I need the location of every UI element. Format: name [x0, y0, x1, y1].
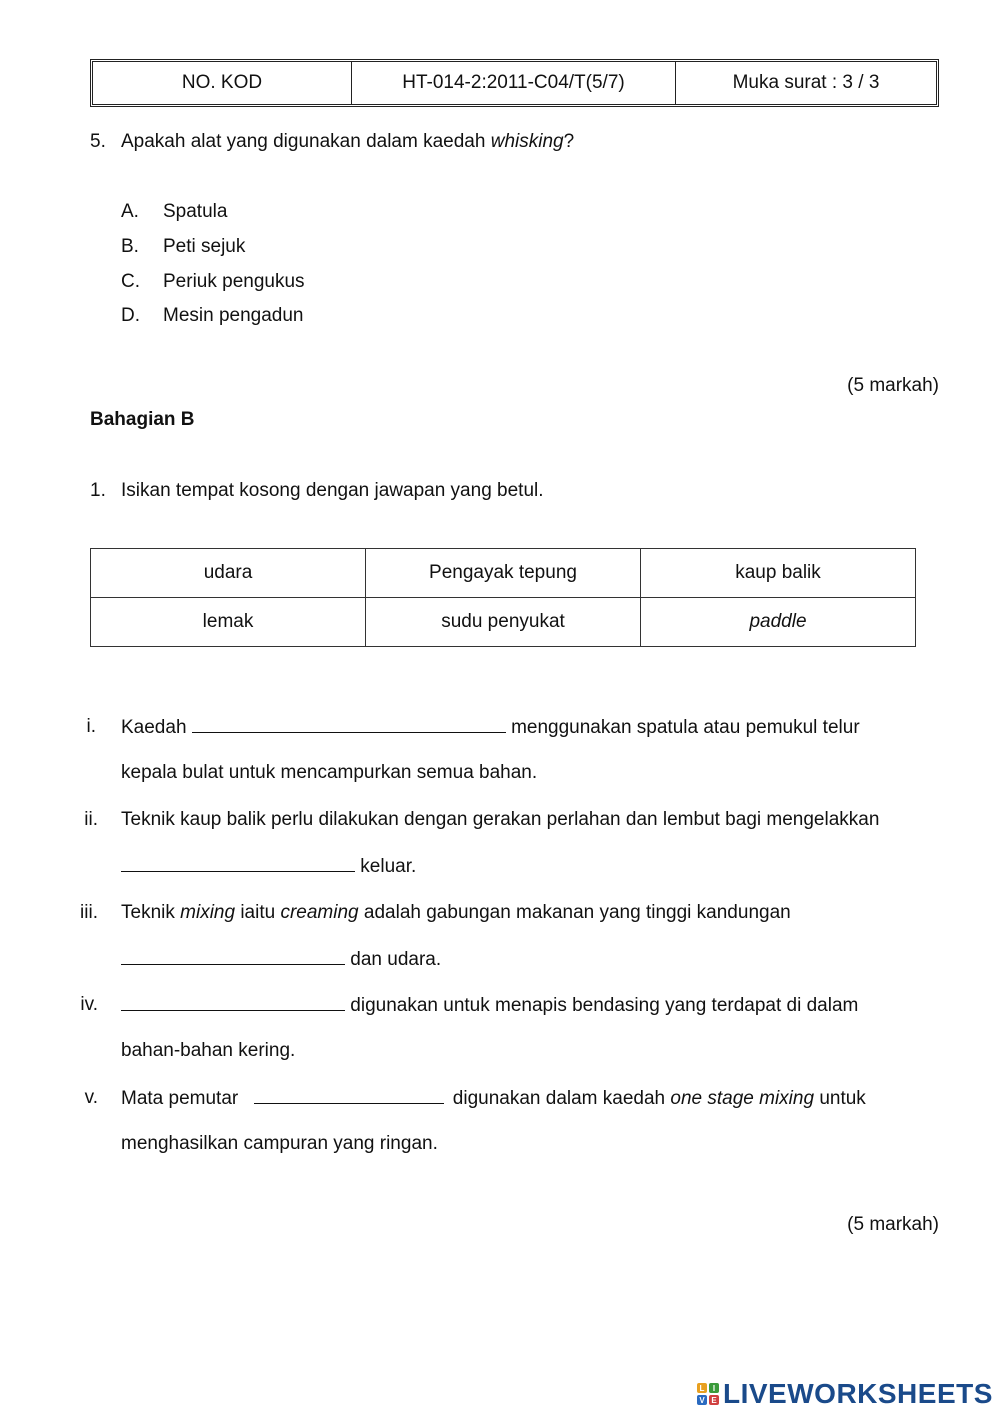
item-iv-line1: digunakan untuk menapis bendasing yang terdapat di dalam [121, 994, 858, 1017]
code-label: NO. KOD [93, 62, 352, 104]
item-ii-line2: keluar. [121, 855, 416, 878]
blank-ii-input[interactable] [121, 855, 355, 872]
item-i-line1: Kaedah menggunakan spatula atau pemukul telur [121, 717, 860, 738]
option-b-letter[interactable]: B. [121, 236, 139, 257]
item-ii-line1: Teknik kaup balik perlu dilakukan dengan gerakan perlahan dan lembut bagi mengelakkan [121, 809, 880, 830]
question-5-number: 5. [90, 131, 106, 152]
item-ii-number: ii. [84, 809, 98, 830]
option-a-text[interactable]: Spatula [163, 201, 228, 222]
word-bank-cell: paddle [641, 598, 916, 647]
code-value: HT-014-2:2011-C04/T(5/7) [352, 62, 676, 104]
word-bank-cell: kaup balik [641, 549, 916, 598]
question-5-text: Apakah alat yang digunakan dalam kaedah whisking? [121, 131, 575, 152]
word-bank-row [91, 598, 916, 647]
item-iii-number: iii. [80, 902, 98, 923]
liveworksheets-logo-text: LIVEWORKSHEETS [723, 1378, 993, 1409]
liveworksheets-logo [697, 1378, 993, 1410]
liveworksheets-logo-icon: L I V E [697, 1383, 719, 1405]
word-bank-cell: sudu penyukat [366, 598, 641, 647]
item-iv-line2: bahan-bahan kering. [121, 1040, 296, 1061]
item-iii-line1: Teknik mixing iaitu creaming adalah gabungan makanan yang tinggi kandungan [121, 902, 791, 923]
item-iii-line2: dan udara. [121, 948, 441, 971]
word-bank-row [91, 549, 916, 598]
question-1-text: Isikan tempat kosong dengan jawapan yang betul. [121, 480, 544, 501]
question-5-marks: (5 markah) [847, 375, 939, 396]
item-v-line1: Mata pemutar digunakan dalam kaedah one stage mixing untuk [121, 1088, 866, 1109]
item-iv-number: iv. [80, 994, 98, 1015]
blank-i-input[interactable] [192, 716, 506, 733]
item-v-line2: menghasilkan campuran yang ringan. [121, 1133, 438, 1154]
option-c-text[interactable]: Periuk pengukus [163, 271, 305, 292]
item-i-number: i. [86, 716, 96, 737]
option-a-letter[interactable]: A. [121, 201, 139, 222]
section-b-title: Bahagian B [90, 409, 195, 430]
blank-iv-input[interactable] [121, 994, 345, 1011]
word-bank-cell: lemak [91, 598, 366, 647]
question-1-number: 1. [90, 480, 106, 501]
word-bank-cell: Pengayak tepung [366, 549, 641, 598]
item-i-line2: kepala bulat untuk mencampurkan semua bahan. [121, 762, 538, 783]
header-table [90, 59, 939, 107]
option-d-letter[interactable]: D. [121, 305, 140, 326]
item-v-number: v. [84, 1087, 98, 1108]
option-c-letter[interactable]: C. [121, 271, 140, 292]
blank-iii-input[interactable] [121, 948, 345, 965]
section-b-marks: (5 markah) [847, 1214, 939, 1235]
option-d-text[interactable]: Mesin pengadun [163, 305, 304, 326]
option-b-text[interactable]: Peti sejuk [163, 236, 246, 257]
word-bank-cell: udara [91, 549, 366, 598]
page-label: Muka surat : 3 / 3 [732, 72, 880, 93]
word-bank-table [90, 548, 916, 647]
blank-v-input[interactable] [254, 1087, 444, 1104]
